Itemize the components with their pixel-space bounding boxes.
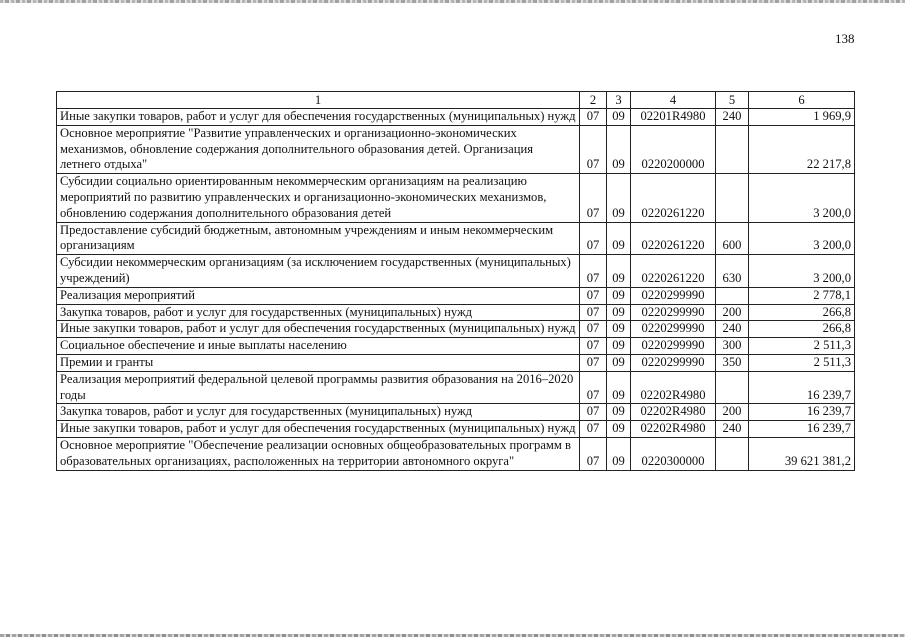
table-row xyxy=(57,338,855,355)
expense-type-code: 200 xyxy=(716,404,749,421)
section-code: 07 xyxy=(580,125,607,173)
item-name: Субсидии некоммерческим организациям (за исключением государственных (муниципальных) учреждений) xyxy=(57,255,580,288)
expense-type-code: 200 xyxy=(716,304,749,321)
item-name: Реализация мероприятий xyxy=(57,287,580,304)
expense-type-code: 240 xyxy=(716,421,749,438)
target-article-code: 0220299990 xyxy=(631,321,716,338)
amount: 2 511,3 xyxy=(749,338,855,355)
column-header: 5 xyxy=(716,92,749,109)
budget-table xyxy=(56,91,855,471)
subsection-code: 09 xyxy=(607,354,631,371)
table-row xyxy=(57,125,855,173)
expense-type-code xyxy=(716,174,749,222)
expense-type-code: 300 xyxy=(716,338,749,355)
section-code: 07 xyxy=(580,437,607,470)
subsection-code: 09 xyxy=(607,174,631,222)
scan-edge-bottom xyxy=(0,634,905,637)
section-code: 07 xyxy=(580,371,607,404)
expense-type-code xyxy=(716,287,749,304)
table-row xyxy=(57,404,855,421)
table-row xyxy=(57,255,855,288)
item-name: Субсидии социально ориентированным некоммерческим организациям на реализацию мероприятий по развитию управленческих и организационно-экономических механизмов, обновлению содержания дополнительного образования детей xyxy=(57,174,580,222)
subsection-code: 09 xyxy=(607,255,631,288)
expense-type-code: 600 xyxy=(716,222,749,255)
item-name: Реализация мероприятий федеральной целевой программы развития образования на 2016–2020 годы xyxy=(57,371,580,404)
target-article-code: 0220261220 xyxy=(631,255,716,288)
table-row xyxy=(57,109,855,126)
scan-edge-top xyxy=(0,0,905,3)
table-row xyxy=(57,371,855,404)
target-article-code: 02202R4980 xyxy=(631,371,716,404)
target-article-code: 02202R4980 xyxy=(631,421,716,438)
section-code: 07 xyxy=(580,222,607,255)
expense-type-code: 350 xyxy=(716,354,749,371)
target-article-code: 0220300000 xyxy=(631,437,716,470)
column-header: 3 xyxy=(607,92,631,109)
item-name: Закупка товаров, работ и услуг для государственных (муниципальных) нужд xyxy=(57,304,580,321)
subsection-code: 09 xyxy=(607,404,631,421)
expense-type-code xyxy=(716,125,749,173)
section-code: 07 xyxy=(580,421,607,438)
section-code: 07 xyxy=(580,304,607,321)
expense-type-code: 240 xyxy=(716,321,749,338)
subsection-code: 09 xyxy=(607,222,631,255)
item-name: Иные закупки товаров, работ и услуг для обеспечения государственных (муниципальных) нужд xyxy=(57,321,580,338)
section-code: 07 xyxy=(580,321,607,338)
amount: 266,8 xyxy=(749,304,855,321)
target-article-code: 0220261220 xyxy=(631,174,716,222)
column-header: 1 xyxy=(57,92,580,109)
table-row xyxy=(57,287,855,304)
subsection-code: 09 xyxy=(607,321,631,338)
subsection-code: 09 xyxy=(607,287,631,304)
table-row xyxy=(57,304,855,321)
item-name: Иные закупки товаров, работ и услуг для обеспечения государственных (муниципальных) нужд xyxy=(57,109,580,126)
table-row xyxy=(57,321,855,338)
amount: 3 200,0 xyxy=(749,174,855,222)
amount: 1 969,9 xyxy=(749,109,855,126)
subsection-code: 09 xyxy=(607,125,631,173)
expense-type-code: 240 xyxy=(716,109,749,126)
table-row xyxy=(57,222,855,255)
subsection-code: 09 xyxy=(607,338,631,355)
item-name: Предоставление субсидий бюджетным, автономным учреждениям и иным некоммерческим организациям xyxy=(57,222,580,255)
amount: 266,8 xyxy=(749,321,855,338)
section-code: 07 xyxy=(580,255,607,288)
item-name: Социальное обеспечение и иные выплаты населению xyxy=(57,338,580,355)
item-name: Премии и гранты xyxy=(57,354,580,371)
subsection-code: 09 xyxy=(607,304,631,321)
section-code: 07 xyxy=(580,354,607,371)
column-header: 4 xyxy=(631,92,716,109)
amount: 16 239,7 xyxy=(749,371,855,404)
section-code: 07 xyxy=(580,174,607,222)
section-code: 07 xyxy=(580,287,607,304)
table-row xyxy=(57,174,855,222)
table-header-row xyxy=(57,92,855,109)
subsection-code: 09 xyxy=(607,371,631,404)
section-code: 07 xyxy=(580,338,607,355)
item-name: Закупка товаров, работ и услуг для государственных (муниципальных) нужд xyxy=(57,404,580,421)
target-article-code: 0220261220 xyxy=(631,222,716,255)
target-article-code: 0220299990 xyxy=(631,354,716,371)
table-row xyxy=(57,421,855,438)
subsection-code: 09 xyxy=(607,421,631,438)
target-article-code: 0220299990 xyxy=(631,304,716,321)
table-row xyxy=(57,354,855,371)
amount: 2 778,1 xyxy=(749,287,855,304)
column-header: 2 xyxy=(580,92,607,109)
amount: 16 239,7 xyxy=(749,404,855,421)
item-name: Иные закупки товаров, работ и услуг для обеспечения государственных (муниципальных) нужд xyxy=(57,421,580,438)
page-number: 138 xyxy=(835,31,855,46)
amount: 3 200,0 xyxy=(749,255,855,288)
subsection-code: 09 xyxy=(607,109,631,126)
amount: 2 511,3 xyxy=(749,354,855,371)
target-article-code: 0220200000 xyxy=(631,125,716,173)
amount: 22 217,8 xyxy=(749,125,855,173)
section-code: 07 xyxy=(580,109,607,126)
item-name: Основное мероприятие "Обеспечение реализации основных общеобразовательных программ в образовательных организациях, расположенных на территории автономного округа" xyxy=(57,437,580,470)
target-article-code: 0220299990 xyxy=(631,338,716,355)
item-name: Основное мероприятие "Развитие управленческих и организационно-экономических механизмов, обновление содержания дополнительного образования детей. Организация летнего отдыха" xyxy=(57,125,580,173)
expense-type-code xyxy=(716,371,749,404)
amount: 39 621 381,2 xyxy=(749,437,855,470)
expense-type-code: 630 xyxy=(716,255,749,288)
target-article-code: 02202R4980 xyxy=(631,404,716,421)
expense-type-code xyxy=(716,437,749,470)
amount: 3 200,0 xyxy=(749,222,855,255)
table-row xyxy=(57,437,855,470)
target-article-code: 0220299990 xyxy=(631,287,716,304)
target-article-code: 02201R4980 xyxy=(631,109,716,126)
column-header: 6 xyxy=(749,92,855,109)
amount: 16 239,7 xyxy=(749,421,855,438)
subsection-code: 09 xyxy=(607,437,631,470)
section-code: 07 xyxy=(580,404,607,421)
